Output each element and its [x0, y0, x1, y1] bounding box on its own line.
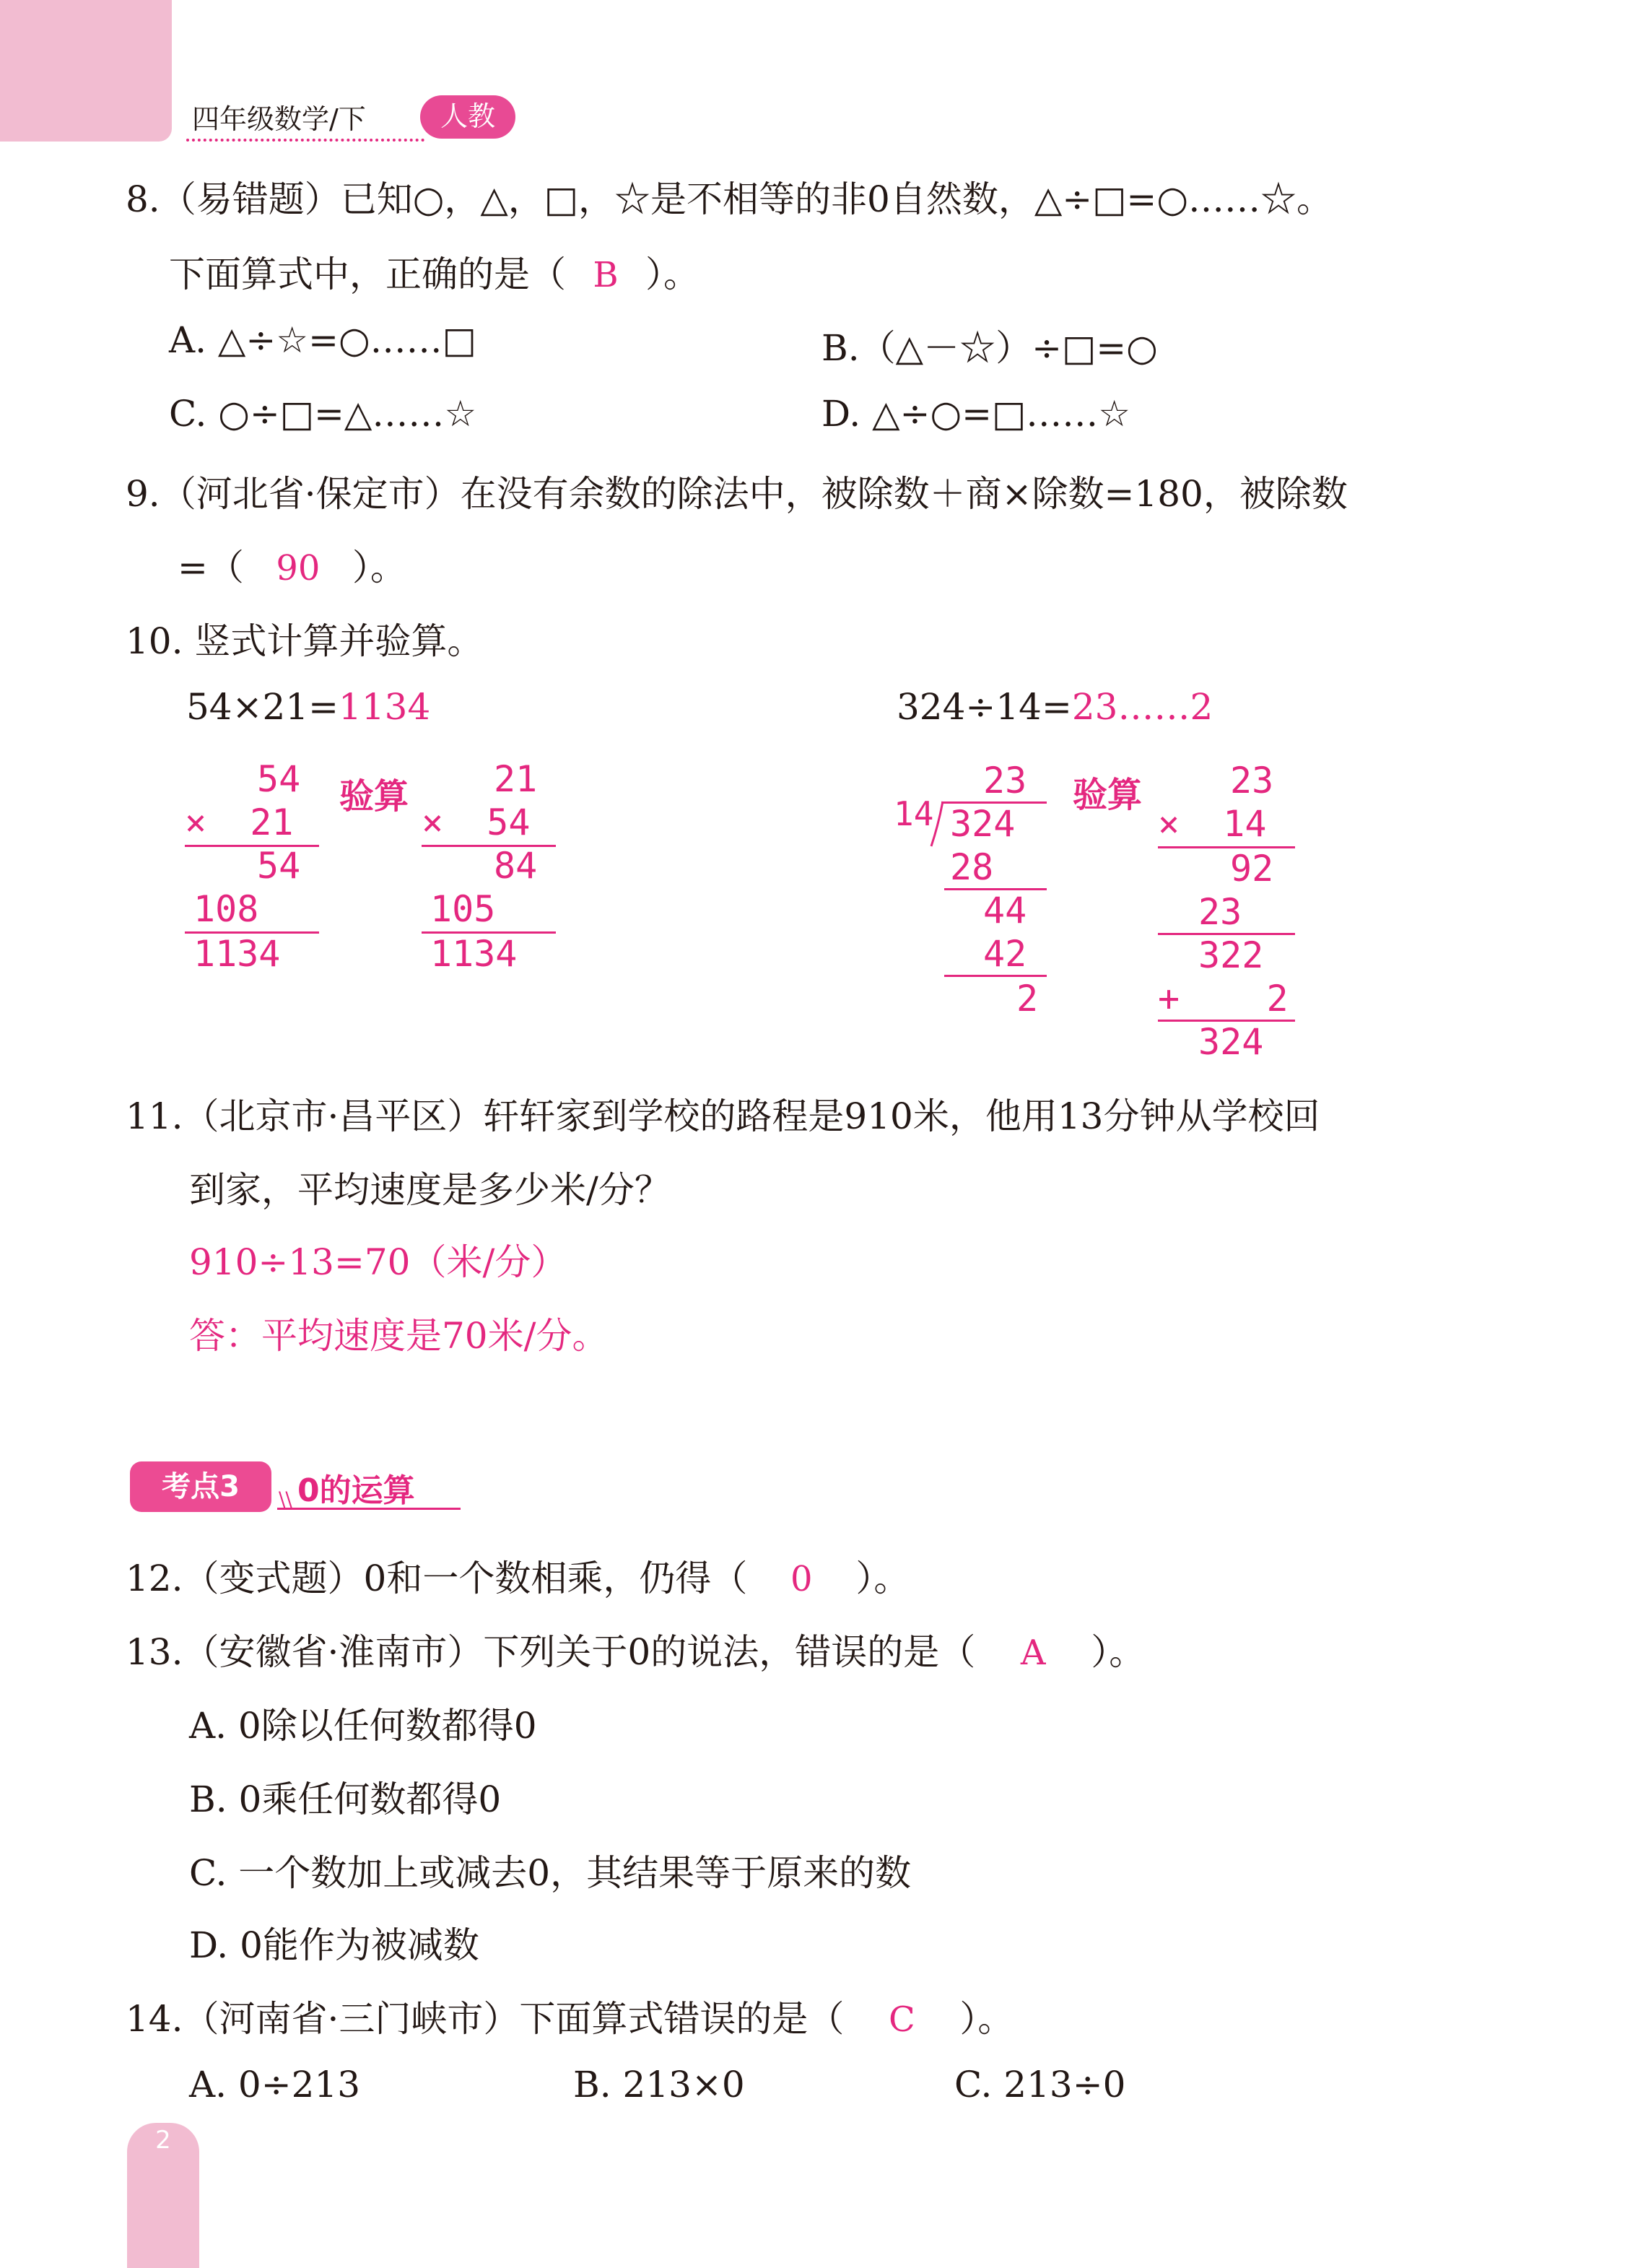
q14-option-c: C. 213÷0 [954, 2064, 1126, 2106]
q9-line1: 9.（河北省·保定市）在没有余数的除法中，被除数＋商×除数=180，被除数 [126, 473, 1348, 515]
q10-equation-2: 324÷14=23……2 [897, 686, 1213, 728]
q13-option-d: D. 0能作为被减数 [189, 1924, 479, 1966]
mul2-top: 21 [494, 758, 538, 800]
q8-option-d: D. △÷○=□……☆ [821, 393, 1131, 435]
header-divider [186, 139, 424, 142]
div-remainder: 2 [1016, 978, 1039, 1020]
div-subtract-2: 42 [983, 933, 1027, 975]
q13-option-a: A. 0除以任何数都得0 [189, 1705, 537, 1747]
section-underline [277, 1508, 461, 1510]
q12: 12.（变式题）0和一个数相乘，仍得（ 0 ）。 [126, 1557, 910, 1599]
q14-option-b: B. 213×0 [573, 2064, 745, 2106]
q11-answer: 答：平均速度是70米/分。 [189, 1315, 609, 1357]
q9-line2: =（ 90 ）。 [178, 547, 406, 588]
q13-option-c: C. 一个数加上或减去0，其结果等于原来的数 [189, 1852, 912, 1894]
mul1-result: 1134 [193, 933, 281, 975]
mul2-partial-2: 105 [430, 888, 496, 930]
verify-product: 322 [1198, 934, 1264, 976]
page-number: 2 [155, 2126, 171, 2155]
q10-answer-2: 23……2 [1071, 686, 1213, 728]
q14-answer: C [889, 1999, 915, 2040]
q13: 13.（安徽省·淮南市）下列关于0的说法，错误的是（ A ）。 [126, 1631, 1146, 1673]
verify-line-1 [1158, 846, 1295, 848]
q14: 14.（河南省·三门峡市）下面算式错误的是（ C ）。 [126, 1998, 1014, 2040]
q8-answer: B [593, 255, 619, 295]
q8-line1: 8.（易错题）已知○，△，□，☆是不相等的非0自然数，△÷□=○……☆。 [126, 178, 1333, 220]
mul2-result: 1134 [430, 933, 518, 975]
mul2-multiplier: × 54 [422, 801, 531, 843]
section-ticks: \\ [279, 1487, 292, 1511]
verify-partial-1: 92 [1230, 848, 1274, 890]
mul2-partial-1: 84 [494, 845, 538, 887]
q10-equation-1: 54×21=1134 [186, 686, 431, 728]
q10-title: 10. 竖式计算并验算。 [126, 620, 484, 662]
div-quotient: 23 [983, 760, 1027, 801]
mul1-top: 54 [257, 758, 301, 800]
section-title: 0的运算 [297, 1472, 415, 1509]
q11-line2: 到家，平均速度是多少米/分？ [189, 1169, 671, 1211]
verify-partial-2: 23 [1198, 891, 1242, 933]
q11-solution: 910÷13=70（米/分） [189, 1241, 567, 1283]
q10-answer-1: 1134 [339, 686, 431, 728]
q8-option-b: B.（△－☆）÷□=○ [821, 327, 1158, 369]
verify-top: 23 [1230, 760, 1274, 801]
div-subtract-1: 28 [950, 846, 994, 888]
book-title: 四年级数学/下 [192, 103, 366, 135]
verify-add: + 2 [1158, 978, 1289, 1020]
check-label-2: 验算 [1073, 775, 1143, 815]
corner-tab [0, 0, 172, 142]
q13-answer: A [1020, 1633, 1046, 1673]
div-divisor: 14 [894, 794, 934, 833]
mul1-multiplier: × 21 [185, 801, 294, 843]
q11-line1: 11.（北京市·昌平区）轩轩家到学校的路程是910米，他用13分钟从学校回 [126, 1095, 1320, 1137]
div-line-2 [944, 975, 1047, 977]
q8-option-c: C. ○÷□=△……☆ [169, 393, 477, 435]
q14-option-a: A. 0÷213 [189, 2064, 361, 2106]
edition-badge: 人教 [420, 95, 515, 139]
verify-result: 324 [1198, 1021, 1264, 1063]
div-remainder-1: 44 [983, 890, 1027, 931]
q9-answer: 90 [276, 548, 321, 588]
q8-line2: 下面算式中，正确的是（ B ）。 [169, 253, 699, 295]
verify-multiplier: × 14 [1158, 803, 1267, 845]
mul1-partial-2: 108 [193, 888, 259, 930]
mul1-partial-1: 54 [257, 845, 301, 887]
q8-option-a: A. △÷☆=○……□ [169, 319, 476, 361]
section-badge: 考点3 [130, 1461, 271, 1512]
check-label-1: 验算 [339, 776, 409, 817]
q12-answer: 0 [790, 1559, 813, 1599]
div-dividend: 324 [950, 803, 1016, 845]
q13-option-b: B. 0乘任何数都得0 [189, 1778, 502, 1820]
